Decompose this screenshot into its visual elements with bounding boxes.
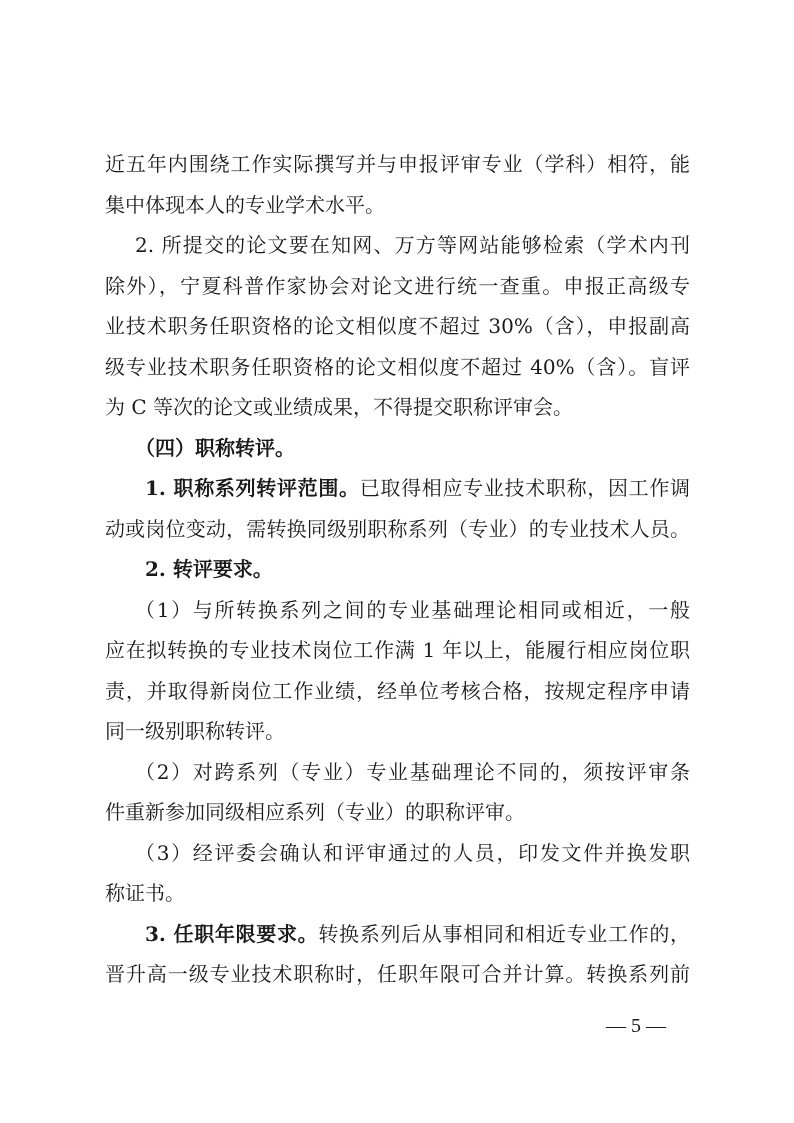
text-line: 集中体现本人的专业学术水平。 (105, 192, 385, 217)
item-heading: 1. 职称系列转评范围。 (145, 476, 360, 500)
text-segment: 已取得相应专业技术职称，因工作调 (359, 476, 690, 500)
text-line (105, 468, 690, 509)
text-line: 2. 所提交的论文要在知网、万方等网站能够检索（学术内刊 (135, 233, 690, 257)
text-line: 级专业技术职务任职资格的论文相似度不超过 40%（含）。盲评 (105, 354, 690, 379)
text-line: 为 C 等次的论文或业绩成果，不得提交职称评审会。 (105, 395, 574, 419)
text-line: 近五年内围绕工作实际撰写并与申报评审专业（学科）相符，能 (105, 152, 690, 176)
page-number: — 5 — (606, 1015, 666, 1037)
text-line: 同一级别职称转评。 (105, 719, 285, 743)
text-line: 业技术职务任职资格的论文相似度不超过 30%（含），申报副高 (105, 314, 690, 338)
text-line: 动或岗位变动，需转换同级别职称系列（专业）的专业技术人员。 (105, 516, 690, 541)
text-line: 晋升高一级专业技术职称时，任职年限可合并计算。转换系列前 (105, 962, 690, 986)
section-heading: （四）职称转评。 (135, 435, 295, 460)
body-text (105, 144, 690, 995)
text-line: 责，并取得新岗位工作业绩，经单位考核合格，按规定程序申请 (105, 678, 690, 703)
text-segment: 转换系列后从事相同和相近专业工作的， (318, 921, 690, 946)
item-heading: 2. 转评要求。 (145, 557, 273, 581)
text-line: 件重新参加同级相应系列（专业）的职称评审。 (105, 800, 525, 824)
item-heading: 3. 任职年限要求。 (145, 921, 319, 946)
text-line (105, 914, 690, 955)
text-line: （2）对跨系列（专业）专业基础理论不同的，须按评审条 (135, 759, 690, 784)
text-line: 称证书。 (105, 881, 185, 905)
text-line: 应在拟转换的专业技术岗位工作满 1 年以上，能履行相应岗位职 (105, 638, 690, 662)
text-line: （1）与所转换系列之间的专业基础理论相同或相近，一般 (135, 597, 690, 622)
text-line: 除外），宁夏科普作家协会对论文进行统一查重。申报正高级专 (105, 273, 690, 298)
text-line: （3）经评委会确认和评审通过的人员，印发文件并换发职 (135, 840, 690, 865)
